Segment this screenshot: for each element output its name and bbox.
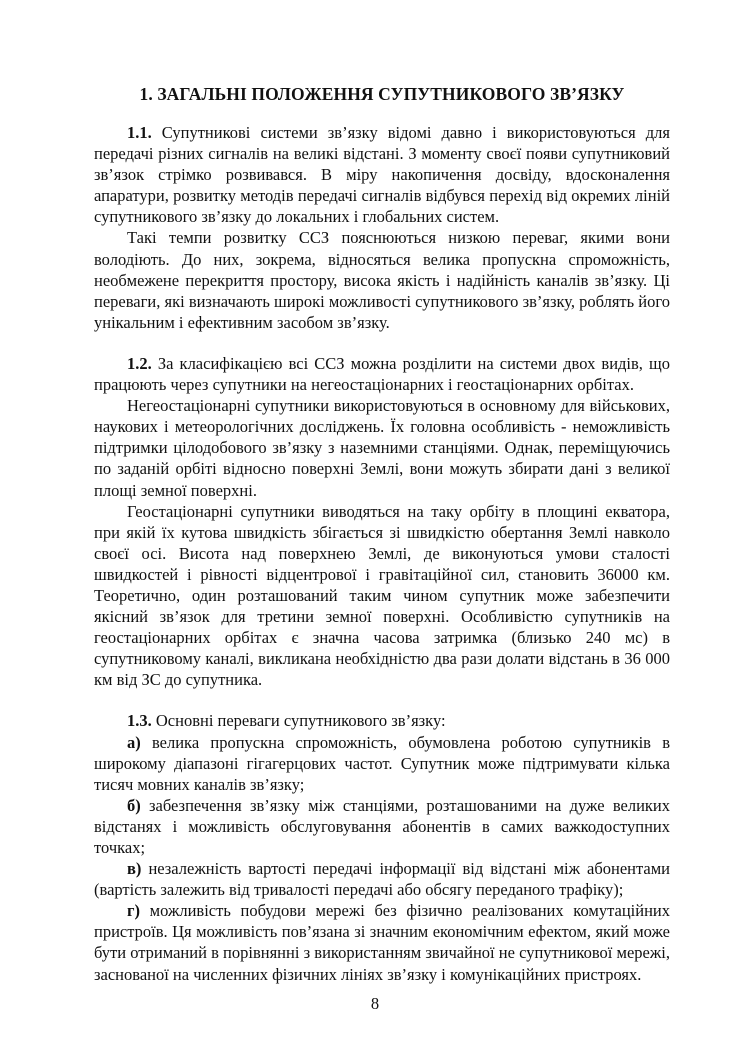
section-number: 1.2. <box>127 353 152 373</box>
paragraph <box>94 501 670 691</box>
section-number: 1.3. <box>127 711 152 731</box>
list-item-text: незалежність вартості передачі інформації від відстані між абонентами (вартість залежить від тривалості передачі або обсягу переданого трафіку); <box>94 859 670 900</box>
list-item <box>94 795 670 858</box>
section-number: 1.1. <box>127 123 152 142</box>
list-item <box>94 900 670 984</box>
paragraph-text: Геостаціонарні супутники виводяться на таку орбіту в площині екватора, при якій їх кутова швидкість збігається зі швидкістю обертання Землі навколо своєї осі. Висота над поверхнею Землі, де виконуються умови сталості швидкостей і рівності відцентрової і гравітаційної сил, становить 36000 км. Теоретично, один розташований таким чином супутник може забезпечити якісний зв’язок для третини земної поверхні. Особливістю супутників на геостаціонарних орбітах є значна часова затримка (близько 240 мс) в супутниковому каналі, викликана необхідністю два рази долати відстань в 36 000 км від ЗС до супутника. <box>94 501 670 690</box>
list-item-text: можливість побудови мережі без фізично реалізованих комутаційних пристроїв. Ця можливість пов’язана зі значним економічним ефектом, який може бути отриманий в порівнянні з використанням звичайної не супутникової мережі, заснованої на численних фізичних лініях зв’язку і комунікаційних пристроях. <box>94 901 670 984</box>
paragraph <box>94 227 670 332</box>
page-title: 1. ЗАГАЛЬНІ ПОЛОЖЕННЯ СУПУТНИКОВОГО ЗВ’ЯЗКУ <box>139 84 625 104</box>
paragraph-text: Основні переваги супутникового зв’язку: <box>151 711 446 731</box>
list-item-text: велика пропускна спроможність, обумовлена роботою супутників в широкому діапазоні гігагерцових частот. Супутник може підтримувати кілька тисяч мовних каналів зв’язку; <box>94 732 670 794</box>
list-marker: г) <box>127 901 140 921</box>
section-1-2 <box>94 353 670 691</box>
list-item <box>94 858 670 900</box>
paragraph-text: За класифікацією всі ССЗ можна розділити на системи двох видів, що працюють через супутники на негеостаціонарних і геостаціонарних орбітах. <box>94 353 670 395</box>
paragraph <box>94 122 670 227</box>
list-marker: б) <box>127 795 141 815</box>
list-marker: а) <box>127 732 141 752</box>
paragraph-text: Такі темпи розвитку ССЗ пояснюються низкою переваг, якими вони володіють. До них, зокрема, відносяться велика пропускна спроможність, необмежене перекриття простору, висока якість і надійність каналів зв’язку. Ці переваги, які визначають широкі можливості супутникового зв’язку, роблять його унікальним і ефективним засобом зв’язку. <box>94 228 670 332</box>
paragraph <box>94 353 670 395</box>
page-number: 8 <box>370 994 380 1013</box>
list-item <box>94 732 670 795</box>
page-content <box>94 84 670 985</box>
section-1-3 <box>94 710 670 984</box>
paragraph-text: Супутникові системи зв’язку відомі давно і використовуються для передачі різних сигналів на великі відстані. З моменту своєї появи супутниковий зв’язок стрімко розвивався. В міру накопичення досвіду, вдосконалення апаратури, розвитку методів передачі сигналів відбувся перехід від окремих ліній супутникового зв’язку до локальних і глобальних систем. <box>94 123 670 227</box>
list-item-text: забезпечення зв’язку між станціями, розташованими на дуже великих відстанях і можливість обслуговування абонентів в самих важкодоступних точках; <box>94 795 670 857</box>
paragraph-text: Негеостаціонарні супутники використовуються в основному для військових, наукових і метеорологічних досліджень. Їх головна особливість - неможливість підтримки цілодобового зв’язку з наземними станціями. Однак, переміщуючись по заданій орбіті відносно поверхні Землі, вони можуть збирати дані з великої площі земної поверхні. <box>94 396 670 500</box>
paragraph <box>94 395 670 500</box>
paragraph <box>94 710 670 731</box>
list-marker: в) <box>127 859 142 879</box>
section-1-1 <box>94 122 670 333</box>
